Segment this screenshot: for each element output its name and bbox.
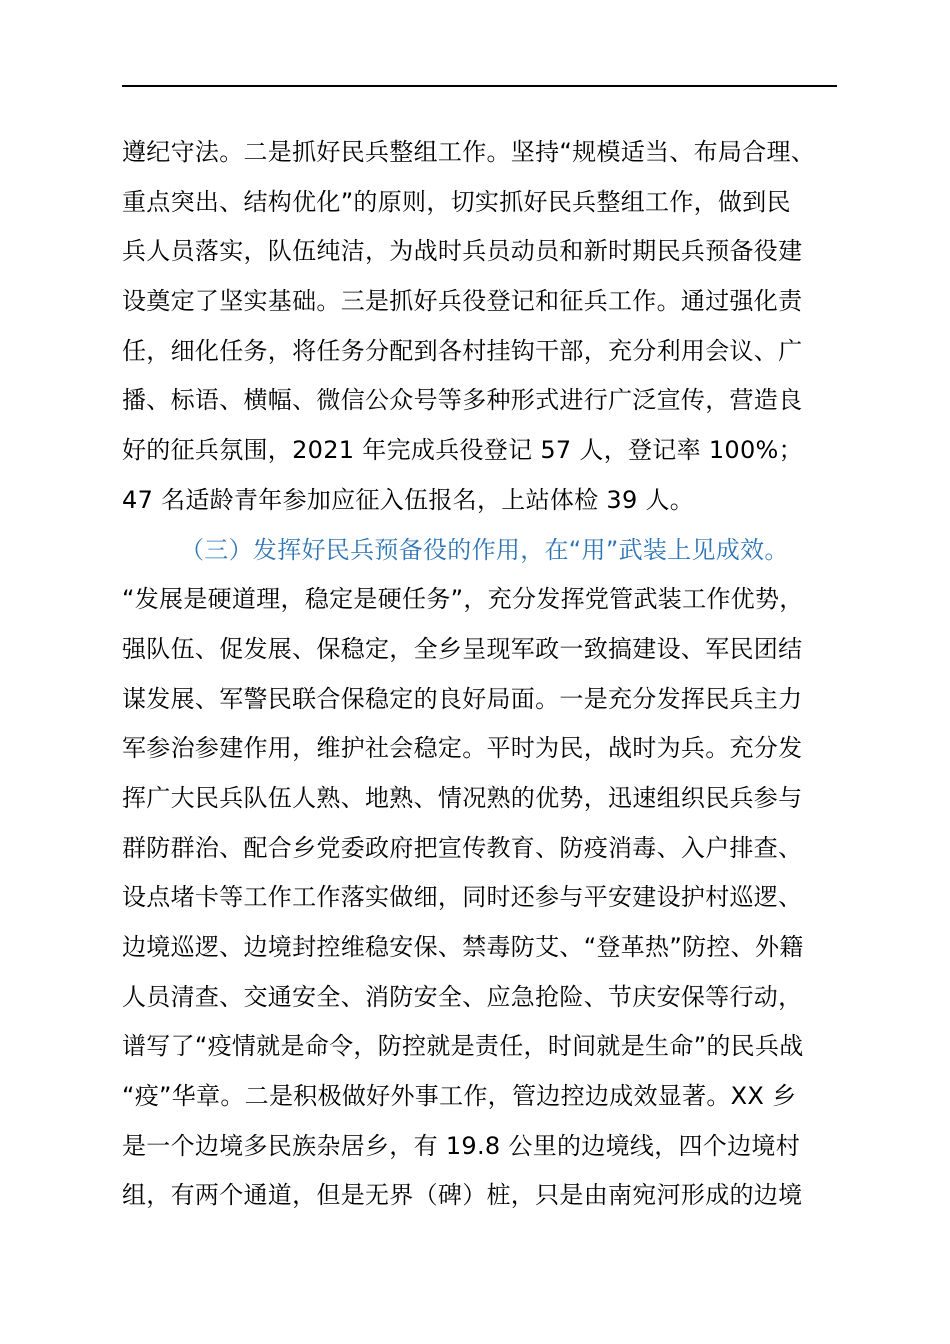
- text-line: 47 名适龄青年参加应征入伍报名，上站体检 39 人。: [122, 485, 695, 514]
- text-line: 兵人员落实，队伍纯洁，为战时兵员动员和新时期民兵预备役建: [122, 237, 803, 266]
- document-body: [122, 128, 847, 1221]
- text-line: “发展是硬道理，稳定是硬任务”，充分发挥党管武装工作优势，: [122, 585, 804, 614]
- text-line: 军参治参建作用，维护社会稳定。平时为民，战时为兵。充分发: [122, 734, 803, 763]
- header-rule: [122, 85, 837, 87]
- text-line: 设奠定了坚实基础。三是抓好兵役登记和征兵工作。通过强化责: [122, 287, 803, 316]
- text-line: 是一个边境多民族杂居乡，有 19.8 公里的边境线，四个边境村: [122, 1131, 800, 1160]
- text-line: 组，有两个通道，但是无界（碑）桩，只是由南宛河形成的边境: [122, 1181, 803, 1210]
- section-heading: （三）发挥好民兵预备役的作用，在“用”武装上见成效。: [180, 535, 789, 564]
- text-line: 挥广大民兵队伍人熟、地熟、情况熟的优势，迅速组织民兵参与: [122, 783, 803, 812]
- text-line: 强队伍、促发展、保稳定，全乡呈现军政一致搞建设、军民团结: [122, 634, 803, 663]
- text-line: 任，细化任务，将任务分配到各村挂钩干部，充分利用会议、广: [122, 336, 803, 365]
- text-line: 群防群治、配合乡党委政府把宣传教育、防疫消毒、入户排查、: [122, 833, 803, 862]
- text-line: 边境巡逻、边境封控维稳安保、禁毒防艾、“登革热”防控、外籍: [122, 933, 804, 961]
- text-line: 谱写了“疫情就是命令，防控就是责任，时间就是生命”的民兵战: [122, 1032, 804, 1061]
- text-line: 好的征兵氛围，2021 年完成兵役登记 57 人，登记率 100%；: [122, 436, 803, 465]
- text-line: 设点堵卡等工作工作落实做细，同时还参与平安建设护村巡逻、: [122, 883, 803, 912]
- text-line: 遵纪守法。二是抓好民兵整组工作。坚持“规模适当、布局合理、: [122, 138, 816, 166]
- text-line: 播、标语、横幅、微信公众号等多种形式进行广泛宣传，营造良: [122, 386, 803, 415]
- text-line: 重点突出、结构优化”的原则，切实抓好民兵整组工作，做到民: [122, 187, 791, 216]
- text-line: 人员清查、交通安全、消防安全、应急抢险、节庆安保等行动，: [122, 982, 803, 1011]
- text-line: “疫”华章。二是积极做好外事工作，管边控边成效显著。XX 乡: [122, 1082, 797, 1111]
- text-line: 谋发展、军警民联合保稳定的良好局面。一是充分发挥民兵主力: [122, 684, 803, 713]
